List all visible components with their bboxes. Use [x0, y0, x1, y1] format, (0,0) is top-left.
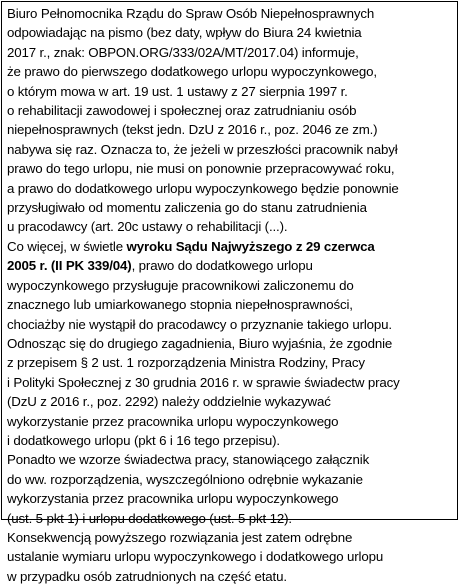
text-line: wypoczynkowego przysługuje pracownikowi zaliczonemu do [7, 277, 354, 293]
text-line: i Polityki Społecznej z 30 grudnia 2016 r. w sprawie świadectw pracy [7, 374, 400, 390]
text-line: Biuro Pełnomocnika Rządu do Spraw Osób Niepełnosprawnych [7, 6, 375, 21]
article-box [1, 1, 458, 584]
text-line: o rehabilitacji zawodowej i społecznej oraz zatrudnianiu osób [7, 103, 357, 119]
paragraph-3 [7, 334, 457, 450]
paragraph-5 [7, 528, 457, 586]
text-line: przysługiwało od momentu zaliczenia go do stanu zatrudnienia [7, 200, 367, 216]
court-ruling-citation: 2005 r. (II PK 339/04) [7, 258, 132, 274]
text-line: i dodatkowego urlopu (pkt 6 i 16 tego przepisu). [7, 432, 280, 448]
text-line: znacznego lub umiarkowanego stopnia niepełnosprawności, [7, 297, 353, 313]
text-run: Co więcej, w świetle [7, 238, 127, 254]
text-line [7, 237, 457, 256]
text-line: Konsekwencją powyższego rozwiązania jest zatem odrębne [7, 529, 353, 545]
paragraph-1 [7, 4, 457, 237]
text-line: u pracodawcy (art. 20c ustawy o rehabilitacji (...). [7, 219, 288, 235]
text-line: z przepisem § 2 ust. 1 rozporządzenia Ministra Rodziny, Pracy [7, 355, 365, 371]
text-line: Odnosząc się do drugiego zagadnienia, Biuro wyjaśnia, że zgodnie [7, 335, 393, 351]
text-line: 2017 r., znak: OBPON.ORG/333/02A/MT/2017.04) informuje, [7, 44, 359, 60]
text-line: o którym mowa w art. 19 ust. 1 ustawy z 27 sierpnia 1997 r. [7, 83, 348, 99]
text-line: (DzU z 2016 r., poz. 2292) należy oddzielnie wykazywać [7, 394, 331, 410]
text-line [7, 256, 457, 275]
paragraph-4 [7, 450, 457, 528]
text-line: do ww. rozporządzenia, wyszczególniono odrębnie wykazanie [7, 471, 363, 487]
text-line: nabywa się raz. Oznacza to, że jeżeli w przeszłości pracownik nabył [7, 141, 398, 157]
text-line: że prawo do pierwszego dodatkowego urlopu wypoczynkowego, [7, 64, 377, 80]
text-line: Ponadto we wzorze świadectwa pracy, stanowiącego załącznik [7, 452, 370, 468]
court-ruling-citation: wyroku Sądu Najwyższego z 29 czerwca [126, 238, 375, 254]
text-run: , prawo do dodatkowego urlopu [131, 258, 313, 274]
text-line: prawo do tego urlopu, nie musi on ponownie przepracowywać roku, [7, 161, 395, 177]
text-line: wykorzystania przez pracownika urlopu wypoczynkowego [7, 491, 339, 507]
text-line: ustalanie wymiaru urlopu wypoczynkowego i dodatkowego urlopu [7, 549, 384, 565]
text-line: chociażby nie wystąpił do pracodawcy o przyznanie takiego urlopu. [7, 316, 392, 332]
text-line: niepełnosprawnych (tekst jedn. DzU z 2016 r., poz. 2046 ze zm.) [7, 122, 378, 138]
text-line: w przypadku osób zatrudnionych na część etatu. [7, 568, 287, 584]
text-line: wykorzystanie przez pracownika urlopu wypoczynkowego [7, 413, 339, 429]
paragraph-2 [7, 237, 457, 334]
text-line: odpowiadając na pismo (bez daty, wpływ do Biura 24 kwietnia [7, 25, 362, 41]
article-text [7, 4, 457, 586]
text-line: a prawo do dodatkowego urlopu wypoczynkowego będzie ponownie [7, 180, 399, 196]
text-line: (ust. 5 pkt 1) i urlopu dodatkowego (ust. 5 pkt 12). [7, 510, 292, 526]
